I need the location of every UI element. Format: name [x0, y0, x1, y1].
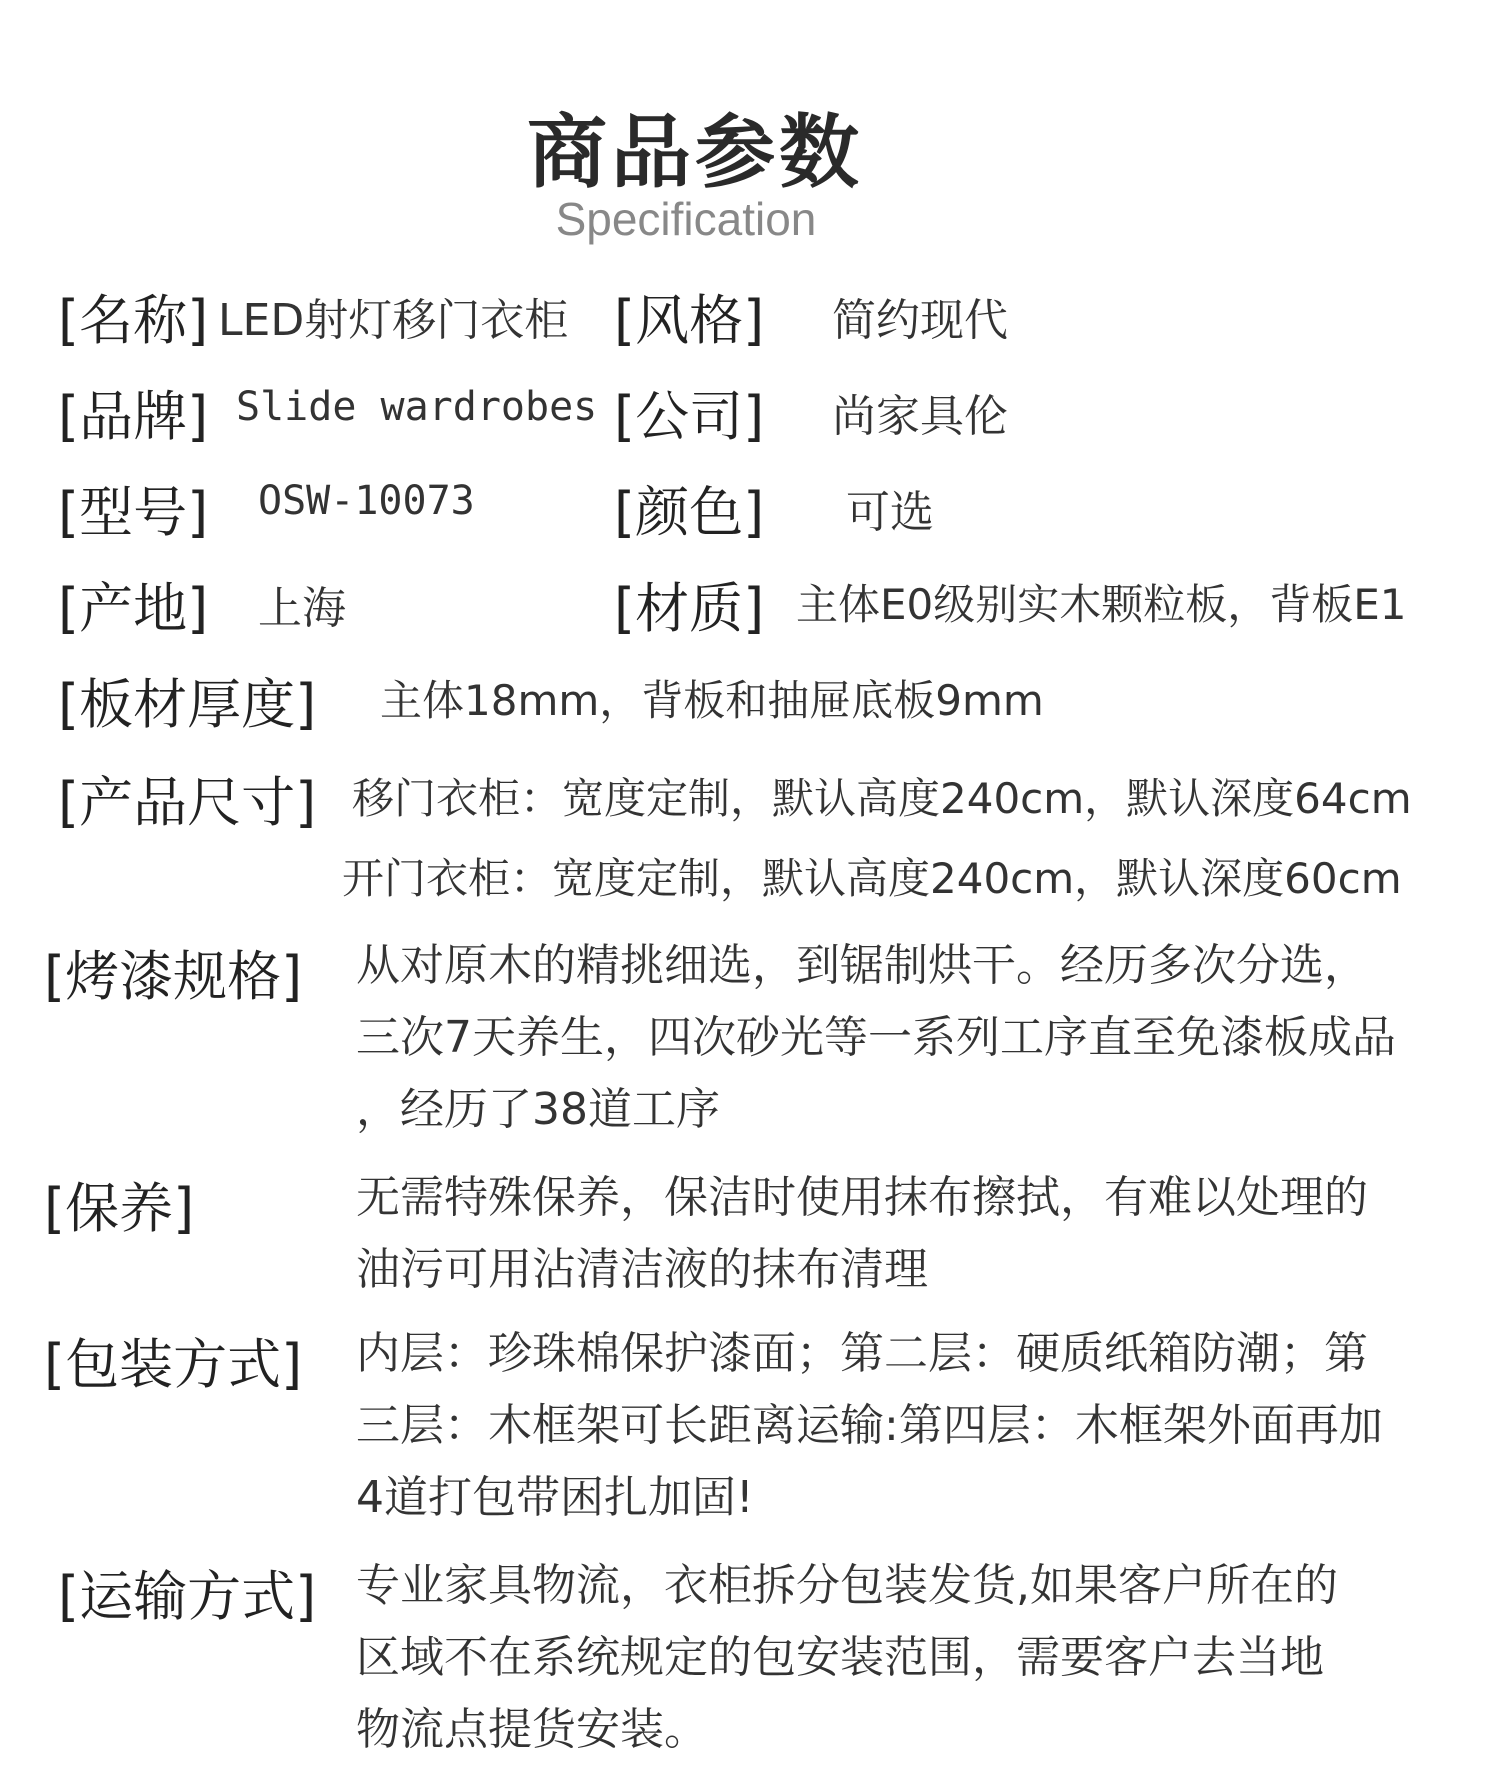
page-title: 商品参数 — [527, 106, 863, 199]
origin-label: [产地] — [58, 577, 209, 640]
thickness-value: 主体18mm，背板和抽屉底板9mm — [380, 676, 1044, 725]
shipping-line: 专业家具物流，衣柜拆分包装发货,如果客户所在的 — [356, 1560, 1338, 1611]
paint-line: ，经历了38道工序 — [356, 1084, 720, 1135]
packaging-line: 内层：珍珠棉保护漆面；第二层：硬质纸箱防潮；第 — [356, 1328, 1368, 1379]
packaging-line: 4道打包带困扎加固! — [356, 1472, 754, 1523]
name-label: [名称] — [58, 289, 209, 352]
care-text — [356, 1162, 1486, 1306]
size-label: [产品尺寸] — [58, 771, 317, 834]
material-value: 主体E0级别实木颗粒板，背板E1 — [796, 580, 1407, 629]
material-label: [材质] — [614, 577, 765, 640]
packaging-line: 三层：木框架可长距离运输:第四层：木框架外面再加 — [356, 1400, 1383, 1451]
color-label: [颜色] — [614, 481, 765, 544]
paint-line: 从对原木的精挑细选，到锯制烘干。经历多次分选， — [356, 940, 1368, 991]
size-line-hinged: 开门衣柜：宽度定制，默认高度240cm，默认深度60cm — [342, 854, 1402, 903]
page-subtitle: Specification — [555, 193, 817, 245]
paint-text — [356, 930, 1486, 1146]
shipping-label: [运输方式] — [58, 1565, 317, 1628]
company-value: 尚家具伦 — [832, 391, 1008, 442]
care-label: [保养] — [44, 1177, 195, 1240]
brand-value: Slide wardrobes — [236, 384, 598, 430]
care-line: 无需特殊保养，保洁时使用抹布擦拭，有难以处理的 — [356, 1172, 1368, 1223]
company-label: [公司] — [614, 385, 765, 448]
packaging-text — [356, 1318, 1486, 1534]
packaging-label: [包装方式] — [44, 1333, 303, 1396]
model-label: [型号] — [58, 481, 209, 544]
model-value: OSW-10073 — [258, 478, 475, 524]
shipping-text — [356, 1550, 1486, 1766]
style-label: [风格] — [614, 289, 765, 352]
paint-label: [烤漆规格] — [44, 945, 303, 1008]
origin-value: 上海 — [258, 583, 346, 634]
size-line-sliding: 移门衣柜：宽度定制，默认高度240cm，默认深度64cm — [352, 774, 1412, 823]
name-value: LED射灯移门衣柜 — [218, 295, 569, 346]
style-value: 简约现代 — [832, 295, 1008, 346]
paint-line: 三次7天养生，四次砂光等一系列工序直至免漆板成品 — [356, 1012, 1396, 1063]
shipping-line: 区域不在系统规定的包安装范围，需要客户去当地 — [356, 1632, 1324, 1683]
thickness-label: [板材厚度] — [58, 673, 317, 736]
care-line: 油污可用沾清洁液的抹布清理 — [356, 1244, 928, 1295]
brand-label: [品牌] — [58, 385, 209, 448]
color-value: 可选 — [846, 487, 934, 538]
shipping-line: 物流点提货安装。 — [356, 1704, 708, 1755]
